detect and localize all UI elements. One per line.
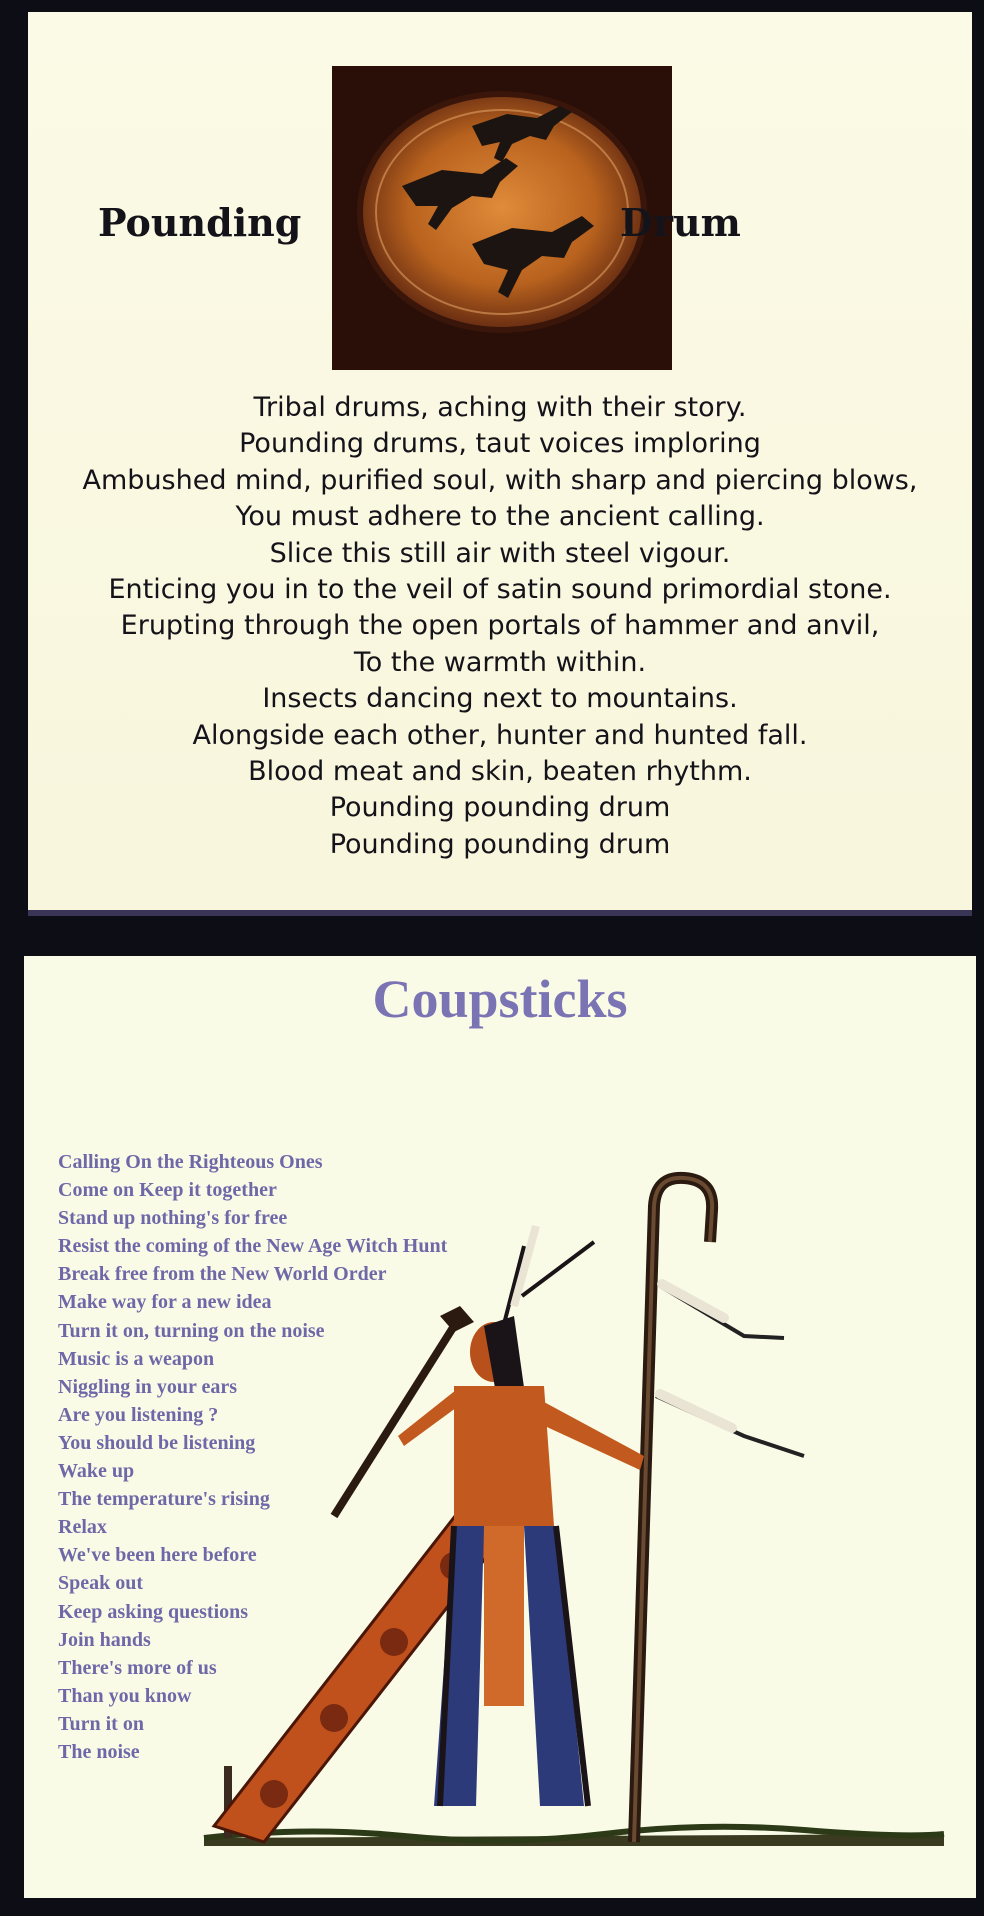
lyric-line: Break free from the New World Order: [58, 1263, 387, 1286]
poem-line: Alongside each other, hunter and hunted fall.: [192, 719, 808, 751]
lyric-line: Turn it on: [58, 1712, 144, 1735]
lyric-line: Are you listening ?: [58, 1403, 219, 1426]
coupsticks-panel: [24, 956, 976, 1898]
poem-line: Tribal drums, aching with their story.: [253, 392, 747, 423]
coupsticks-lyrics: [58, 1148, 447, 1766]
poem-line: To the warmth within.: [353, 646, 647, 678]
right-title-word: Drum: [620, 200, 741, 245]
poem-line: Insects dancing next to mountains.: [262, 683, 738, 715]
pounding-drum-poem: [28, 390, 972, 863]
lyric-line: Wake up: [58, 1460, 135, 1483]
lyric-line: Relax: [58, 1516, 107, 1539]
lyric-line: Keep asking questions: [58, 1600, 249, 1623]
poem-line: Enticing you in to the veil of satin sound primordial stone.: [108, 574, 892, 606]
pounding-drum-panel: [28, 12, 972, 916]
lyric-line: Resist the coming of the New Age Witch Hunt: [58, 1235, 448, 1258]
lyric-line: Niggling in your ears: [58, 1375, 238, 1398]
lyric-line: Turn it on, turning on the noise: [58, 1319, 325, 1342]
poem-line: Ambushed mind, purified soul, with sharp and piercing blows,: [82, 464, 918, 496]
poem-line: Blood meat and skin, beaten rhythm.: [248, 756, 752, 788]
poem-line: Pounding drums, taut voices imploring: [239, 428, 761, 460]
poem-line: Erupting through the open portals of hammer and anvil,: [120, 610, 880, 642]
lyric-line: We've been here before: [58, 1544, 257, 1567]
poem-line: Slice this still air with steel vigour.: [269, 537, 731, 569]
poem-line: Pounding pounding drum: [329, 828, 671, 860]
left-title-word: Pounding: [98, 200, 302, 245]
lyric-line: The temperature's rising: [58, 1488, 270, 1511]
lyric-line: You should be listening: [58, 1431, 256, 1454]
lyric-line: The noise: [58, 1740, 140, 1763]
poem-line: Pounding pounding drum: [329, 792, 671, 824]
lyric-line: Music is a weapon: [58, 1347, 215, 1370]
lyric-line: Join hands: [58, 1628, 151, 1651]
lyric-line: Calling On the Righteous Ones: [58, 1151, 323, 1173]
coupsticks-title: Coupsticks: [372, 969, 628, 1029]
poem-line: You must adhere to the ancient calling.: [235, 501, 765, 533]
lyric-line: Stand up nothing's for free: [58, 1207, 288, 1230]
lyric-line: Speak out: [58, 1572, 144, 1595]
lyric-line: Come on Keep it together: [58, 1179, 277, 1202]
lyric-line: Than you know: [58, 1684, 192, 1707]
lyric-line: Make way for a new idea: [58, 1291, 272, 1314]
lyric-line: There's more of us: [58, 1656, 217, 1679]
